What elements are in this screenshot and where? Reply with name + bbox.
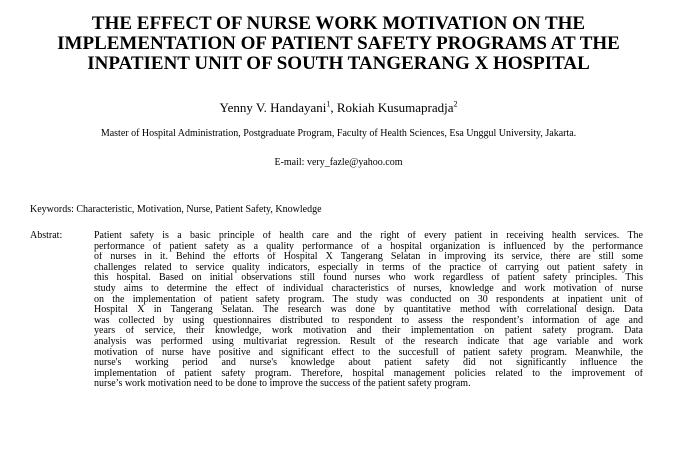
abstract-line: performance of patient safety as a quality performance of a hospital organization is influenced by the performance xyxy=(94,241,643,252)
abstract-line: analysis was performed using multivariat regression. Result of the research indicate that age variable and work xyxy=(94,336,643,347)
title-line: IMPLEMENTATION OF PATIENT SAFETY PROGRAMS AT THE xyxy=(57,33,620,54)
contact-email: E-mail: very_fazle@yahoo.com xyxy=(274,157,403,168)
abstract-line: Patient safety is a basic principle of health care and the right of every patient in receiving health services. The xyxy=(94,231,643,241)
affiliation-mark: 2 xyxy=(453,99,458,109)
affiliation-mark: 1 xyxy=(326,99,331,109)
affiliation: Master of Hospital Administration, Postgraduate Program, Faculty of Health Sciences, Esa Unggul University, Jakarta. xyxy=(100,128,577,139)
abstract-line: nurse’s work motivation need to be done to improve the success of the patient safety program. xyxy=(94,379,471,390)
author-separator: , xyxy=(330,100,337,115)
abstract-body xyxy=(94,231,643,390)
abstract-line: of nurses in it. Behind the efforts of Hospital X Tangerang Selatan in improving its service, there are still some xyxy=(94,252,643,263)
abstract-line: on the implementation of patient safety program. The study was conducted on 30 respondents at inpatient unit of xyxy=(94,294,643,305)
keywords: Keywords: Characteristic, Motivation, Nurse, Patient Safety, Knowledge xyxy=(30,204,322,215)
abstract-line: implementation of patient safety program. Therefore, hospital management policies related to the improvement of xyxy=(94,368,643,379)
abstract-line: study aims to determine the effect of individual characteristics of nurses, knowledge and work motivation of nurse xyxy=(94,283,643,294)
abstract-line: was collected by using questionnaires distributed to respondent to assess the respondent’s information of age and xyxy=(94,315,643,326)
title-line: THE EFFECT OF NURSE WORK MOTIVATION ON THE xyxy=(91,13,586,34)
abstract-line: years of service, their knowledge, work motivation and their implementation on patient safety program. Data xyxy=(94,326,643,337)
author-list xyxy=(0,100,677,116)
title-line: INPATIENT UNIT OF SOUTH TANGERANG X HOSPITAL xyxy=(87,53,590,74)
author-name: Yenny V. Handayani xyxy=(219,100,327,115)
abstract-line: Hospital X in Tangerang Selatan. The research was done by quantitative method with correlational design. Data xyxy=(94,305,643,316)
abstract-line: challenges related to service quality indicators, especially in terms of the practice of carrying out patient safety in xyxy=(94,262,643,273)
author-name: Rokiah Kusumapradja xyxy=(336,100,454,115)
abstract-label: Abstrat: xyxy=(30,230,63,241)
abstract-line: this hospital. Based on initial observations still found nurses who work regardless of patient safety principles. This xyxy=(94,273,643,284)
abstract-line: motivation of nurse have positive and significant effect to the succesfull of patient safety program. Meanwhile, the xyxy=(94,347,643,358)
paper-title xyxy=(20,14,657,74)
abstract-line: nurse's working period and nurse's knowledge about patient safety did not significantly influence the xyxy=(94,358,643,369)
